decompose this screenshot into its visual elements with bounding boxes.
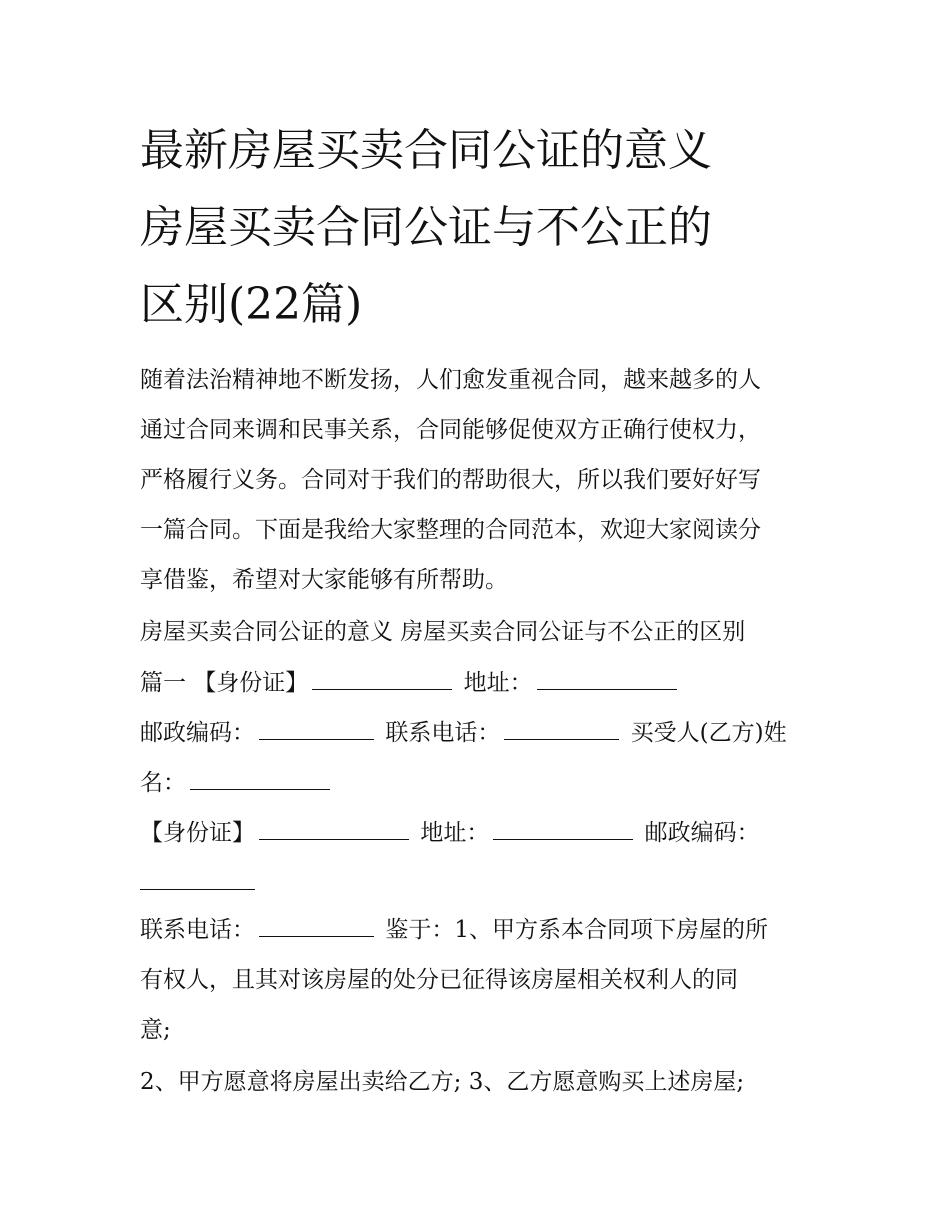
form-line-2 <box>140 718 787 748</box>
address-blank <box>537 669 677 690</box>
phone-label: 联系电话： <box>385 720 501 746</box>
clause-line-2: 有权人，且其对该房屋的处分已征得该房屋相关权利人的同 <box>140 967 738 993</box>
postcode2-blank <box>140 869 255 890</box>
id-blank <box>312 669 452 690</box>
postcode-blank <box>259 719 374 740</box>
name-blank <box>190 769 330 790</box>
intro-line-5: 享借鉴，希望对大家能够有所帮助。 <box>140 567 508 593</box>
phone-blank <box>504 719 619 740</box>
intro-line-1: 随着法治精神地不断发扬，人们愈发重视合同，越来越多的人 <box>140 367 761 393</box>
intro-line-2: 通过合同来调和民事关系，合同能够促使双方正确行使权力， <box>140 417 761 443</box>
form-line-3 <box>140 768 334 798</box>
form-line-1 <box>140 668 681 698</box>
name-cont-label: 名： <box>140 770 186 796</box>
whereas-1: 鉴于：1、甲方系本合同项下房屋的所 <box>385 917 768 943</box>
address2-blank <box>493 819 633 840</box>
intro-line-3: 严格履行义务。合同对于我们的帮助很大，所以我们要好好写 <box>140 467 761 493</box>
clause-line-3: 意; <box>140 1017 171 1043</box>
document-title <box>140 112 840 343</box>
buyer-name-label: 买受人(乙方)姓 <box>630 720 787 746</box>
postcode2-label: 邮政编码： <box>644 820 760 846</box>
title-line-1: 最新房屋买卖合同公证的意义 <box>140 125 712 176</box>
id-card-blank <box>259 819 409 840</box>
title-line-3: 区别(22篇) <box>140 279 363 330</box>
phone2-label: 联系电话： <box>140 917 255 943</box>
clause-line-1 <box>140 915 768 945</box>
id-card-label: 【身份证】 <box>140 820 255 846</box>
piece-id-label: 篇一 【身份证】 <box>140 670 309 696</box>
subtitle: 房屋买卖合同公证的意义 房屋买卖合同公证与不公正的区别 <box>140 619 746 645</box>
title-line-2: 房屋买卖合同公证与不公正的 <box>140 202 712 253</box>
form-line-4 <box>140 818 760 848</box>
intro-line-4: 一篇合同。下面是我给大家整理的合同范本，欢迎大家阅读分 <box>140 517 761 543</box>
clause-line-4: 2、甲方愿意将房屋出卖给乙方; 3、乙方愿意购买上述房屋; <box>140 1069 745 1095</box>
phone2-blank <box>259 916 374 937</box>
postcode-label: 邮政编码： <box>140 720 255 746</box>
address-label: 地址： <box>463 670 533 696</box>
form-line-5 <box>140 868 259 898</box>
address2-label: 地址： <box>420 820 490 846</box>
